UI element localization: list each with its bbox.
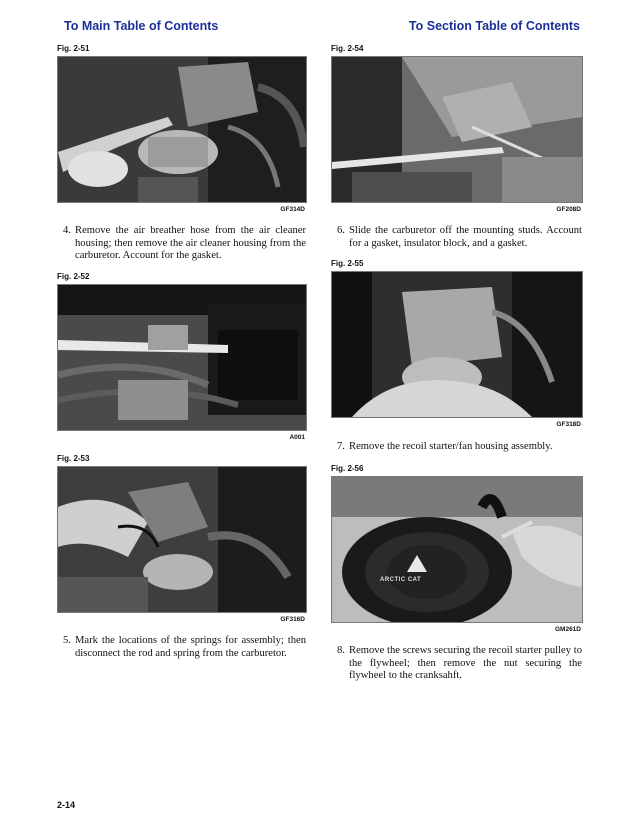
step-text: Remove the air breather hose from the air cleaner housing; then remove the air cleaner housing from the carburetor. Account for the gasket. bbox=[75, 225, 306, 262]
figure-code: GF208D bbox=[556, 206, 581, 213]
figure-code: GM261D bbox=[554, 626, 581, 633]
section-toc-link[interactable]: To Section Table of Contents bbox=[408, 19, 580, 33]
figure-code: GF318D bbox=[556, 421, 581, 428]
carburetor-removal-photo bbox=[331, 56, 583, 203]
carburetor-in-hand-photo bbox=[331, 271, 583, 418]
step-number: 7. bbox=[337, 441, 345, 452]
figure-code: A001 bbox=[289, 434, 305, 441]
figure-code: GF316D bbox=[280, 616, 305, 623]
figure-label: Fig. 2-54 bbox=[331, 44, 364, 53]
step-text: Mark the locations of the springs for assembly; then disconnect the rod and spring from the carburetor. bbox=[75, 635, 306, 659]
step-number: 8. bbox=[337, 645, 345, 656]
instruction-step-7 bbox=[337, 441, 582, 454]
instruction-step-5 bbox=[63, 635, 306, 660]
page-number: 2-14 bbox=[57, 800, 76, 810]
recoil-starter-photo bbox=[331, 476, 583, 623]
step-number: 5. bbox=[63, 635, 71, 646]
instruction-step-4 bbox=[63, 225, 306, 263]
air-cleaner-housing-photo bbox=[57, 284, 307, 431]
figure-label: Fig. 2-55 bbox=[331, 259, 364, 268]
carburetor-air-cleaner-photo bbox=[57, 56, 307, 203]
step-number: 6. bbox=[337, 225, 345, 236]
figure-label: Fig. 2-52 bbox=[57, 272, 90, 281]
step-number: 4. bbox=[63, 225, 71, 236]
step-text: Remove the recoil starter/fan housing assembly. bbox=[349, 441, 553, 452]
instruction-step-8 bbox=[337, 645, 582, 683]
figure-label: Fig. 2-51 bbox=[57, 44, 90, 53]
step-text: Remove the screws securing the recoil starter pulley to the flywheel; then remove the nut securing the flywheel to the cranksahft. bbox=[349, 645, 582, 682]
figure-label: Fig. 2-56 bbox=[331, 464, 364, 473]
carburetor-springs-photo bbox=[57, 466, 307, 613]
instruction-step-6 bbox=[337, 225, 582, 250]
figure-code: GF314D bbox=[280, 206, 305, 213]
main-toc-link[interactable]: To Main Table of Contents bbox=[64, 19, 219, 33]
step-text: Slide the carburetor off the mounting studs. Account for a gasket, insulator block, and a gasket. bbox=[349, 225, 582, 249]
figure-label: Fig. 2-53 bbox=[57, 454, 90, 463]
decal-text: ARCTIC CAT bbox=[380, 577, 422, 583]
